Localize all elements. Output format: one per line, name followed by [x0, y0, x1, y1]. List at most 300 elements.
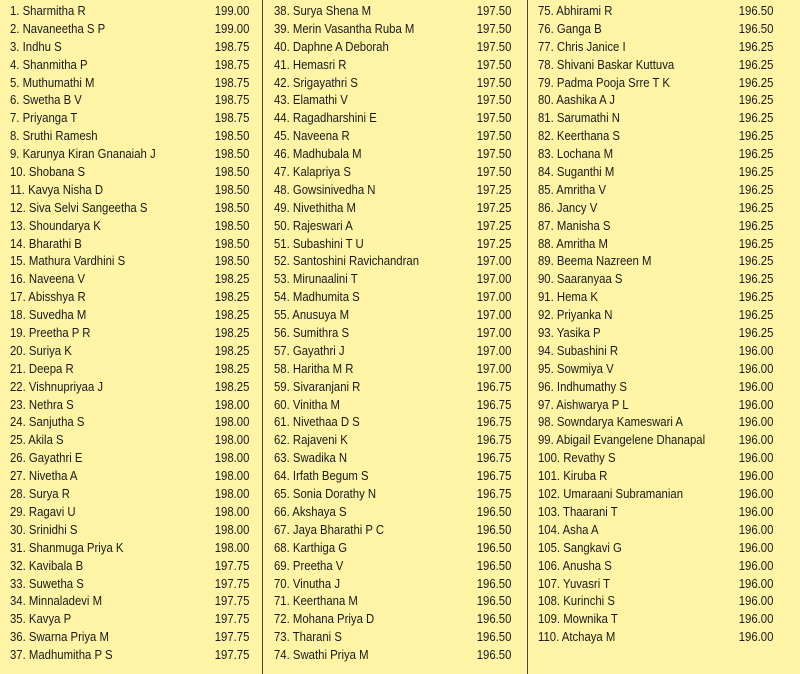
student-score: 196.00 [738, 503, 774, 519]
student-name: 79. Padma Pooja Srre T K [538, 74, 670, 90]
student-name: 9. Karunya Kiran Gnanaiah J [10, 146, 156, 162]
list-item [538, 360, 773, 378]
list-item [274, 91, 511, 109]
student-score: 197.50 [476, 38, 512, 54]
student-score: 196.50 [476, 629, 512, 645]
list-item [10, 378, 249, 396]
student-name: 93. Yasika P [538, 325, 601, 341]
student-name: 18. Suvedha M [10, 307, 87, 323]
list-item [538, 288, 773, 306]
rank-column-1 [10, 2, 250, 664]
list-item [538, 592, 773, 610]
student-name: 109. Mownika T [538, 611, 618, 627]
student-score: 196.50 [476, 539, 512, 555]
student-score: 198.25 [214, 360, 250, 376]
list-item [274, 324, 511, 342]
list-item [274, 109, 511, 127]
student-score: 196.25 [738, 235, 774, 251]
student-score: 197.75 [214, 647, 250, 663]
list-item [538, 163, 773, 181]
list-item [274, 145, 511, 163]
student-score: 196.75 [476, 468, 512, 484]
student-score: 198.75 [214, 74, 250, 90]
list-item [538, 20, 773, 38]
list-item [10, 288, 249, 306]
student-name: 49. Nivethitha M [274, 199, 356, 215]
student-score: 196.00 [738, 593, 774, 609]
list-item [274, 306, 511, 324]
student-score: 196.50 [476, 611, 512, 627]
student-score: 198.25 [214, 342, 250, 358]
list-item [274, 396, 511, 414]
list-item [274, 413, 511, 431]
list-item [538, 378, 773, 396]
student-score: 197.50 [476, 3, 512, 18]
student-score: 196.50 [476, 521, 512, 537]
list-item [10, 449, 249, 467]
student-name: 48. Gowsinivedha N [274, 181, 376, 197]
list-item [10, 306, 249, 324]
student-name: 24. Sanjutha S [10, 414, 85, 430]
student-score: 196.50 [476, 647, 512, 663]
student-score: 197.50 [476, 146, 512, 162]
student-score: 196.75 [476, 378, 512, 394]
student-score: 196.25 [738, 74, 774, 90]
student-score: 196.25 [738, 271, 774, 287]
list-item [10, 342, 249, 360]
student-name: 39. Merin Vasantha Ruba M [274, 20, 415, 36]
student-name: 107. Yuvasri T [538, 575, 611, 591]
student-name: 8. Sruthi Ramesh [10, 128, 98, 144]
student-score: 196.25 [738, 128, 774, 144]
student-name: 84. Suganthi M [538, 164, 615, 180]
student-name: 60. Vinitha M [274, 396, 340, 412]
list-item [274, 163, 511, 181]
list-item [538, 610, 773, 628]
student-name: 32. Kavibala B [10, 557, 84, 573]
student-name: 63. Swadika N [274, 450, 348, 466]
student-name: 17. Abisshya R [10, 289, 86, 305]
student-score: 196.25 [738, 110, 774, 126]
student-score: 198.00 [214, 503, 250, 519]
student-name: 106. Anusha S [538, 557, 612, 573]
list-item [274, 360, 511, 378]
student-score: 197.50 [476, 20, 512, 36]
list-item [538, 127, 773, 145]
student-name: 38. Surya Shena M [274, 3, 372, 18]
list-item [10, 20, 249, 38]
student-name: 78. Shivani Baskar Kuttuva [538, 56, 675, 72]
student-name: 95. Sowmiya V [538, 360, 614, 376]
student-score: 198.00 [214, 486, 250, 502]
student-name: 61. Nivethaa D S [274, 414, 360, 430]
student-score: 196.50 [738, 20, 774, 36]
student-name: 21. Deepa R [10, 360, 74, 376]
list-item [538, 109, 773, 127]
list-item [538, 413, 773, 431]
student-name: 100. Revathy S [538, 450, 616, 466]
list-item [274, 449, 511, 467]
student-score: 196.00 [738, 468, 774, 484]
student-name: 57. Gayathri J [274, 342, 345, 358]
student-score: 196.25 [738, 92, 774, 108]
student-score: 198.00 [214, 521, 250, 537]
list-item [538, 56, 773, 74]
student-name: 7. Priyanga T [10, 110, 78, 126]
list-item [538, 306, 773, 324]
list-item [274, 270, 511, 288]
student-name: 12. Siva Selvi Sangeetha S [10, 199, 148, 215]
student-score: 197.50 [476, 110, 512, 126]
list-item [538, 235, 773, 253]
list-item [274, 2, 511, 20]
list-item [10, 503, 249, 521]
list-item [10, 91, 249, 109]
student-name: 14. Bharathi B [10, 235, 82, 251]
list-item [538, 2, 773, 20]
student-name: 69. Preetha V [274, 557, 344, 573]
rank-column-2 [274, 2, 512, 664]
student-score: 198.50 [214, 128, 250, 144]
student-score: 198.25 [214, 378, 250, 394]
list-item [274, 610, 511, 628]
student-name: 43. Elamathi V [274, 92, 348, 108]
list-item [10, 628, 249, 646]
list-item [10, 646, 249, 664]
student-name: 37. Madhumitha P S [10, 647, 113, 663]
list-item [274, 521, 511, 539]
student-score: 197.00 [476, 360, 512, 376]
student-name: 3. Indhu S [10, 38, 62, 54]
list-item [538, 252, 773, 270]
student-score: 196.50 [476, 575, 512, 591]
student-score: 197.00 [476, 307, 512, 323]
student-name: 97. Aishwarya P L [538, 396, 629, 412]
list-item [274, 235, 511, 253]
student-name: 72. Mohana Priya D [274, 611, 375, 627]
student-score: 197.25 [476, 217, 512, 233]
list-item [538, 557, 773, 575]
list-item [10, 38, 249, 56]
student-score: 198.00 [214, 468, 250, 484]
list-item [538, 145, 773, 163]
student-name: 103. Thaarani T [538, 503, 618, 519]
student-name: 28. Surya R [10, 486, 70, 502]
student-name: 86. Jancy V [538, 199, 598, 215]
list-item [10, 2, 249, 20]
student-score: 197.50 [476, 164, 512, 180]
student-score: 196.00 [738, 629, 774, 645]
student-score: 197.00 [476, 325, 512, 341]
list-item [10, 557, 249, 575]
list-item [10, 610, 249, 628]
student-score: 196.00 [738, 521, 774, 537]
list-item [10, 56, 249, 74]
student-score: 196.25 [738, 217, 774, 233]
column-divider [527, 0, 528, 674]
student-name: 47. Kalapriya S [274, 164, 351, 180]
student-score: 198.50 [214, 235, 250, 251]
student-score: 197.25 [476, 235, 512, 251]
student-score: 198.75 [214, 38, 250, 54]
student-score: 198.50 [214, 181, 250, 197]
student-score: 196.00 [738, 396, 774, 412]
student-score: 196.25 [738, 307, 774, 323]
student-name: 105. Sangkavi G [538, 539, 622, 555]
student-name: 91. Hema K [538, 289, 598, 305]
list-item [538, 199, 773, 217]
student-name: 22. Vishnupriyaa J [10, 378, 104, 394]
list-item [538, 270, 773, 288]
student-name: 34. Minnaladevi M [10, 593, 103, 609]
list-item [274, 628, 511, 646]
list-item [10, 467, 249, 485]
list-item [538, 521, 773, 539]
student-name: 98. Sowndarya Kameswari A [538, 414, 683, 430]
student-score: 198.50 [214, 164, 250, 180]
student-score: 198.50 [214, 199, 250, 215]
student-name: 75. Abhirami R [538, 3, 613, 18]
student-score: 197.00 [476, 289, 512, 305]
student-name: 33. Suwetha S [10, 575, 84, 591]
student-score: 198.75 [214, 92, 250, 108]
student-score: 196.25 [738, 146, 774, 162]
student-name: 68. Karthiga G [274, 539, 348, 555]
list-item [274, 127, 511, 145]
student-score: 198.00 [214, 539, 250, 555]
student-score: 197.00 [476, 271, 512, 287]
student-name: 74. Swathi Priya M [274, 647, 369, 663]
student-score: 196.00 [738, 432, 774, 448]
student-name: 16. Naveena V [10, 271, 86, 287]
student-name: 35. Kavya P [10, 611, 72, 627]
student-score: 196.00 [738, 360, 774, 376]
student-score: 196.25 [738, 253, 774, 269]
list-item [10, 324, 249, 342]
student-score: 196.75 [476, 414, 512, 430]
student-score: 196.25 [738, 289, 774, 305]
list-item [10, 127, 249, 145]
list-item [538, 342, 773, 360]
student-name: 15. Mathura Vardhini S [10, 253, 126, 269]
student-name: 2. Navaneetha S P [10, 20, 106, 36]
student-score: 196.25 [738, 325, 774, 341]
list-item [10, 181, 249, 199]
student-name: 26. Gayathri E [10, 450, 83, 466]
student-name: 27. Nivetha A [10, 468, 78, 484]
list-item [274, 431, 511, 449]
student-score: 197.75 [214, 575, 250, 591]
student-score: 196.75 [476, 450, 512, 466]
student-score: 198.00 [214, 432, 250, 448]
student-name: 44. Ragadharshini E [274, 110, 377, 126]
list-item [274, 503, 511, 521]
list-item [10, 521, 249, 539]
list-item [538, 74, 773, 92]
student-name: 87. Manisha S [538, 217, 611, 233]
list-item [274, 342, 511, 360]
student-score: 196.50 [476, 557, 512, 573]
list-item [10, 270, 249, 288]
list-item [10, 74, 249, 92]
student-name: 54. Madhumita S [274, 289, 360, 305]
list-item [538, 217, 773, 235]
list-item [10, 396, 249, 414]
student-name: 31. Shanmuga Priya K [10, 539, 124, 555]
list-item [274, 378, 511, 396]
student-score: 197.00 [476, 253, 512, 269]
list-item [538, 324, 773, 342]
list-item [538, 396, 773, 414]
list-item [274, 56, 511, 74]
student-score: 197.50 [476, 56, 512, 72]
list-item [274, 288, 511, 306]
student-name: 67. Jaya Bharathi P C [274, 521, 385, 537]
student-score: 196.00 [738, 414, 774, 430]
list-item [274, 74, 511, 92]
list-item [538, 91, 773, 109]
student-name: 20. Suriya K [10, 342, 72, 358]
list-item [538, 628, 773, 646]
student-name: 62. Rajaveni K [274, 432, 348, 448]
student-name: 99. Abigail Evangelene Dhanapal [538, 432, 706, 448]
list-item [274, 592, 511, 610]
student-score: 197.75 [214, 611, 250, 627]
student-score: 197.25 [476, 199, 512, 215]
student-score: 198.50 [214, 217, 250, 233]
student-score: 199.00 [214, 3, 250, 18]
student-score: 196.00 [738, 557, 774, 573]
student-name: 110. Atchaya M [538, 629, 616, 645]
student-name: 96. Indhumathy S [538, 378, 627, 394]
list-item [10, 592, 249, 610]
list-item [274, 646, 511, 664]
student-score: 196.00 [738, 450, 774, 466]
student-name: 51. Subashini T U [274, 235, 364, 251]
student-score: 198.75 [214, 110, 250, 126]
student-name: 46. Madhubala M [274, 146, 362, 162]
student-name: 101. Kiruba R [538, 468, 608, 484]
student-name: 102. Umaraani Subramanian [538, 486, 684, 502]
list-item [10, 252, 249, 270]
student-name: 4. Shanmitha P [10, 56, 88, 72]
student-name: 6. Swetha B V [10, 92, 82, 108]
student-score: 196.00 [738, 575, 774, 591]
list-item [274, 199, 511, 217]
student-score: 196.50 [476, 593, 512, 609]
student-score: 198.25 [214, 307, 250, 323]
student-name: 29. Ragavi U [10, 503, 76, 519]
student-score: 197.50 [476, 74, 512, 90]
student-name: 90. Saaranyaa S [538, 271, 623, 287]
student-score: 196.00 [738, 539, 774, 555]
list-item [10, 485, 249, 503]
column-divider [262, 0, 263, 674]
rank-column-3 [538, 2, 774, 646]
student-name: 77. Chris Janice I [538, 38, 626, 54]
student-name: 30. Srinidhi S [10, 521, 78, 537]
list-item [538, 449, 773, 467]
list-item [274, 20, 511, 38]
list-item [10, 413, 249, 431]
student-name: 82. Keerthana S [538, 128, 620, 144]
student-name: 45. Naveena R [274, 128, 350, 144]
student-score: 197.00 [476, 342, 512, 358]
list-item [538, 503, 773, 521]
student-score: 196.75 [476, 486, 512, 502]
student-score: 199.00 [214, 20, 250, 36]
student-score: 197.75 [214, 557, 250, 573]
student-name: 53. Mirunaalini T [274, 271, 358, 287]
student-name: 81. Sarumathi N [538, 110, 620, 126]
list-item [10, 109, 249, 127]
list-item [274, 467, 511, 485]
student-name: 73. Tharani S [274, 629, 342, 645]
student-score: 196.25 [738, 181, 774, 197]
list-item [538, 467, 773, 485]
student-score: 198.50 [214, 146, 250, 162]
student-score: 198.00 [214, 414, 250, 430]
student-name: 41. Hemasri R [274, 56, 347, 72]
student-name: 85. Amritha V [538, 181, 607, 197]
list-item [274, 252, 511, 270]
list-item [274, 217, 511, 235]
student-name: 40. Daphne A Deborah [274, 38, 389, 54]
list-item [274, 575, 511, 593]
student-name: 59. Sivaranjani R [274, 378, 361, 394]
student-name: 92. Priyanka N [538, 307, 613, 323]
list-item [274, 485, 511, 503]
student-score: 198.00 [214, 396, 250, 412]
student-score: 196.00 [738, 378, 774, 394]
student-name: 19. Preetha P R [10, 325, 91, 341]
student-name: 36. Swarna Priya M [10, 629, 109, 645]
student-name: 104. Asha A [538, 521, 599, 537]
student-score: 196.25 [738, 164, 774, 180]
student-name: 42. Srigayathri S [274, 74, 358, 90]
student-score: 196.00 [738, 342, 774, 358]
student-score: 198.25 [214, 289, 250, 305]
list-item [538, 431, 773, 449]
student-score: 196.25 [738, 199, 774, 215]
list-item [538, 485, 773, 503]
student-score: 197.25 [476, 181, 512, 197]
student-name: 94. Subashini R [538, 342, 619, 358]
list-item [10, 539, 249, 557]
list-item [538, 575, 773, 593]
student-score: 198.25 [214, 325, 250, 341]
list-item [10, 145, 249, 163]
student-name: 13. Shoundarya K [10, 217, 101, 233]
student-score: 198.75 [214, 56, 250, 72]
student-name: 108. Kurinchi S [538, 593, 615, 609]
student-name: 76. Ganga B [538, 20, 602, 36]
list-item [274, 181, 511, 199]
list-item [274, 38, 511, 56]
student-score: 198.50 [214, 253, 250, 269]
student-name: 58. Haritha M R [274, 360, 354, 376]
list-item [10, 217, 249, 235]
student-name: 1. Sharmitha R [10, 3, 86, 18]
student-name: 64. Irfath Begum S [274, 468, 369, 484]
student-name: 71. Keerthana M [274, 593, 358, 609]
student-score: 196.25 [738, 56, 774, 72]
student-name: 55. Anusuya M [274, 307, 350, 323]
student-score: 198.00 [214, 450, 250, 466]
list-item [10, 199, 249, 217]
student-name: 10. Shobana S [10, 164, 86, 180]
list-item [538, 38, 773, 56]
